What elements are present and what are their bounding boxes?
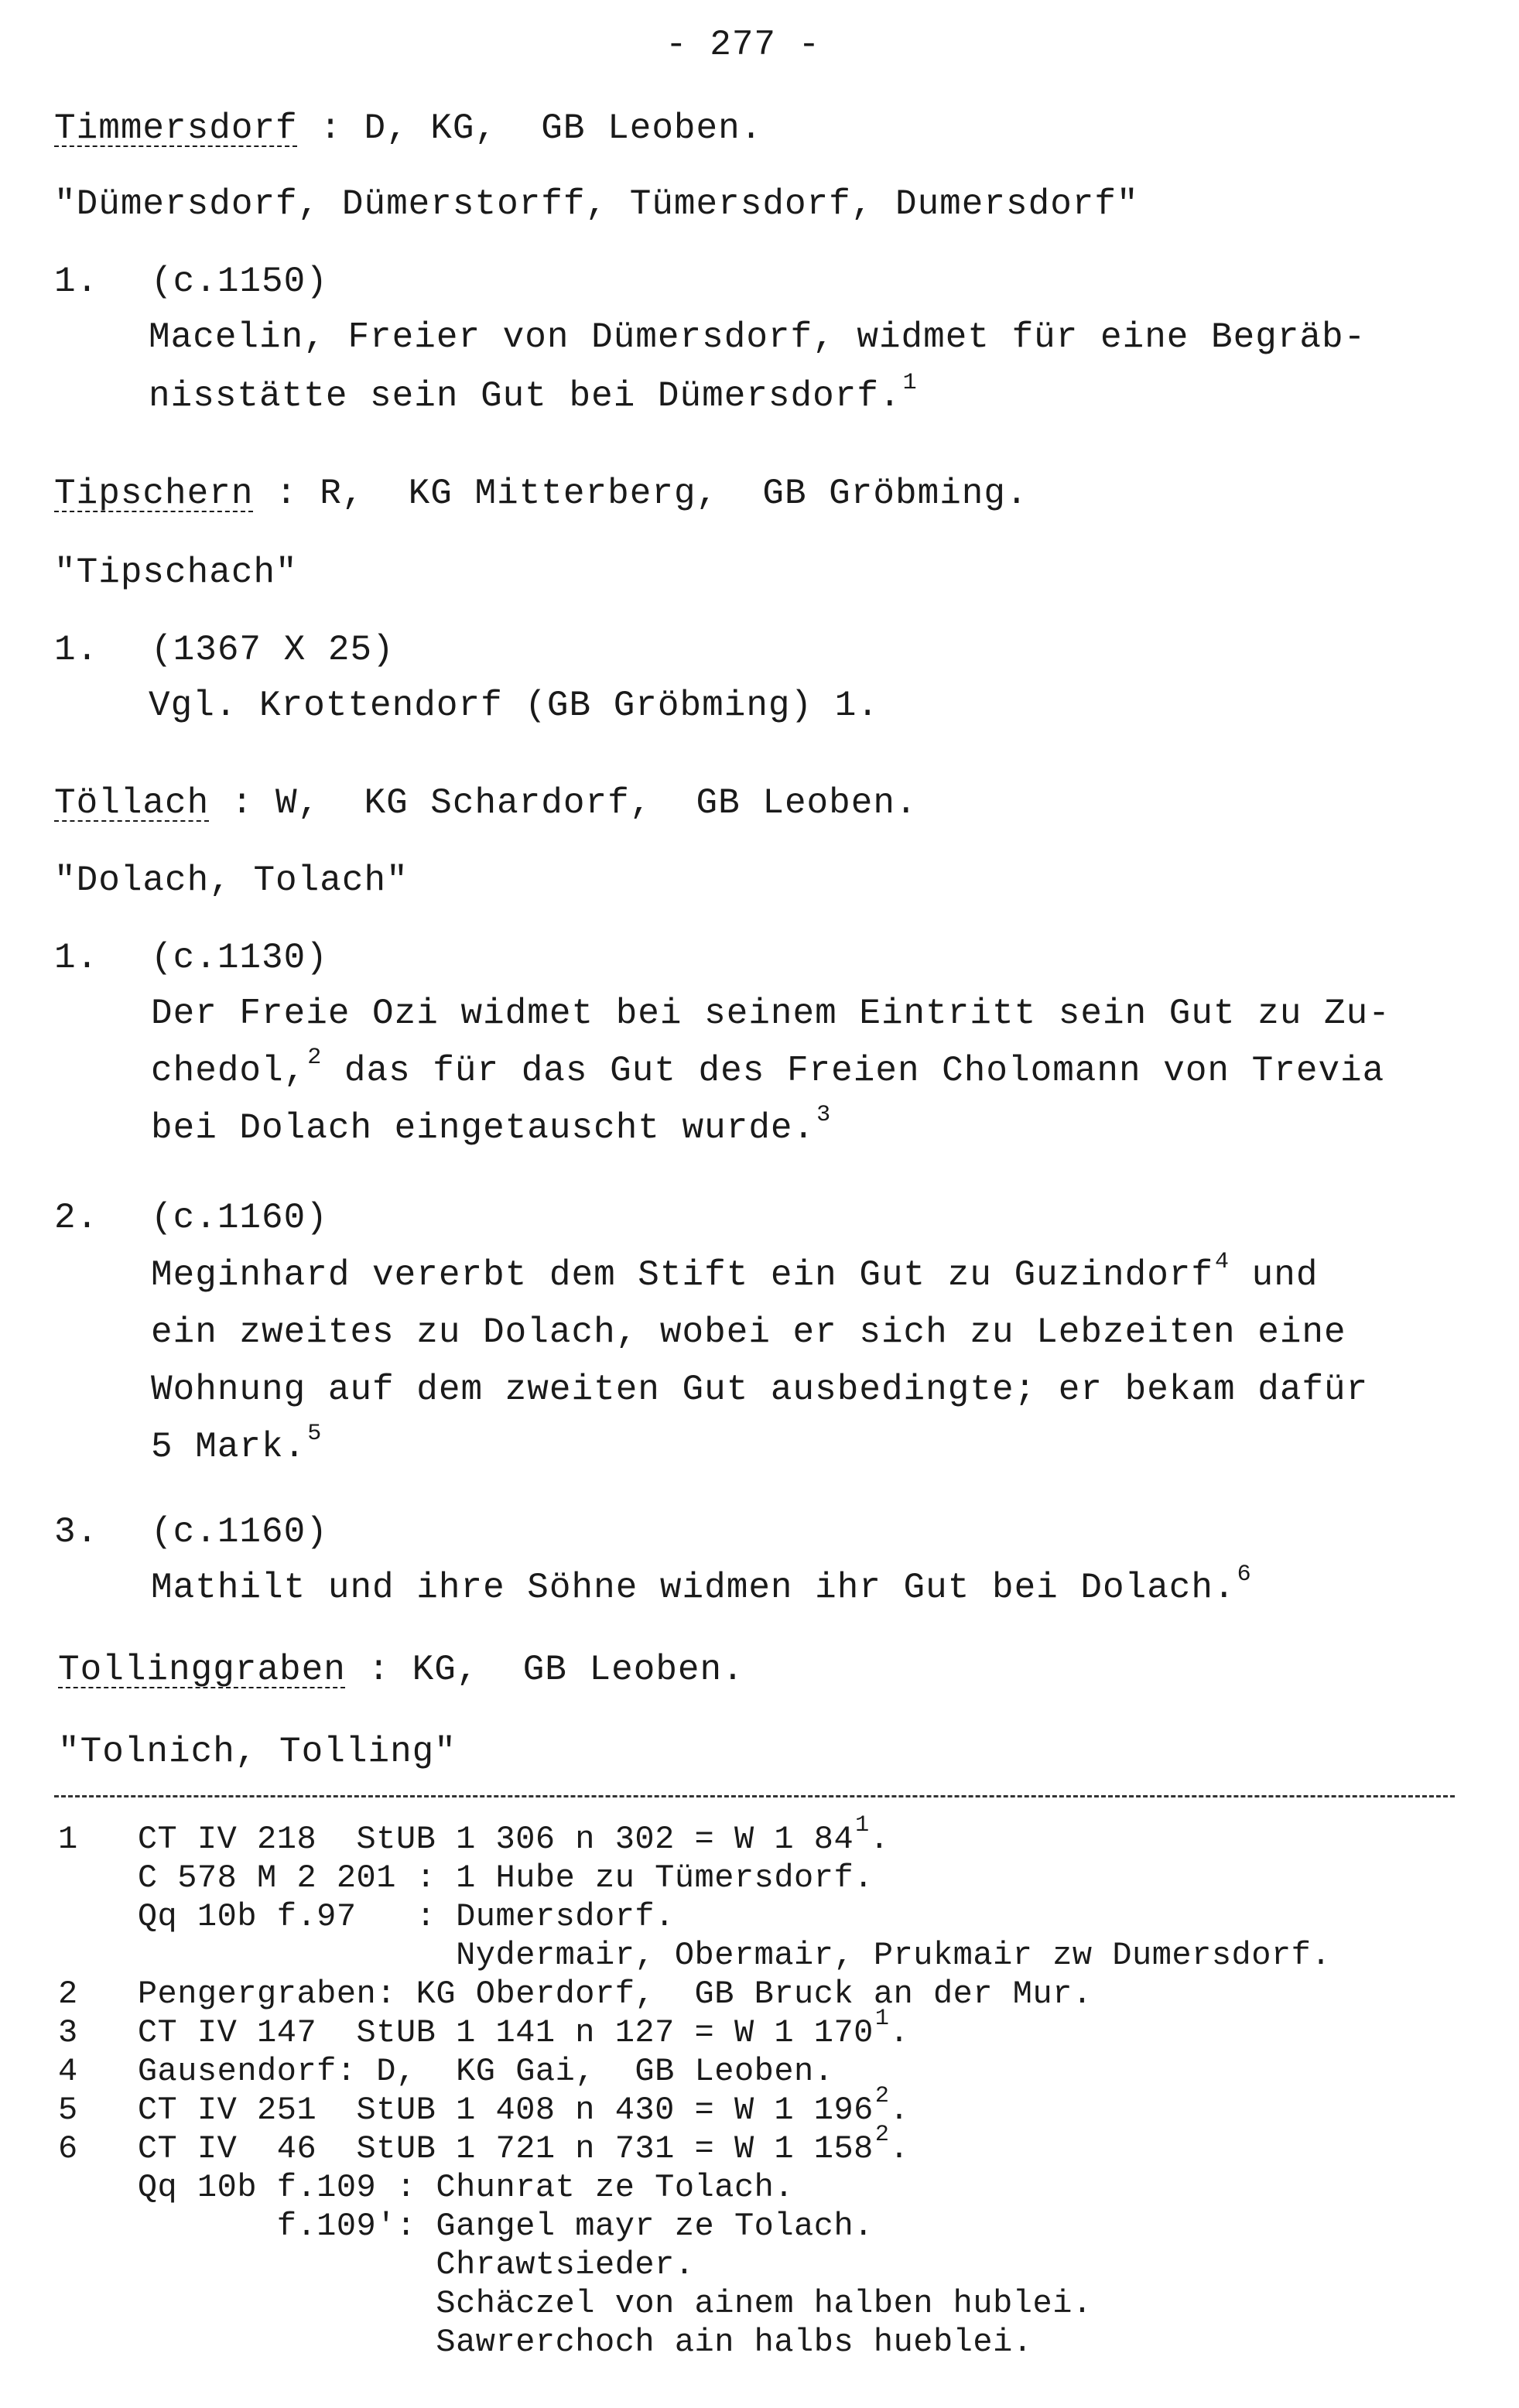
footnote-line: 6 CT IV 46 StUB 1 721 n 731 = W 1 $158^2$. bbox=[58, 2122, 910, 2167]
entry-name: Töllach bbox=[54, 783, 210, 823]
entry-heading bbox=[54, 782, 918, 825]
footnote-line: 1 CT IV 218 StUB 1 306 n 302 = W 1 $84^1$. bbox=[58, 1812, 890, 1858]
footnote-line: 5 CT IV 251 StUB 1 408 n 430 = W 1 $196^2$. bbox=[58, 2083, 910, 2129]
entry-info: : KG, GB Leoben. bbox=[345, 1650, 744, 1690]
item-text-line: Meginhard vererbt dem Stift ein Gut zu Guzindorf$^4$ und bbox=[151, 1249, 1319, 1295]
item-text-line: chedol,$^2$ das für das Gut des Freien Cholomann von Trevia bbox=[151, 1045, 1385, 1091]
footnote-ref: 5 bbox=[307, 1421, 323, 1447]
item-number: 3. bbox=[54, 1512, 99, 1552]
item-text-line: Macelin, Freier von Dümersdorf, widmet für eine Begräb- bbox=[149, 317, 1367, 357]
footnote-ref: 6 bbox=[1237, 1561, 1252, 1588]
entry-variants: "Tipschach" bbox=[54, 552, 298, 593]
footnote-ref: 1 bbox=[902, 370, 918, 396]
entry-variants: "Dolach, Tolach" bbox=[54, 860, 409, 901]
item-text-line: nisstätte sein Gut bei Dümersdorf.$^1$ bbox=[149, 370, 918, 416]
item-text-line: Mathilt und ihre Söhne widmen ihr Gut bei Dolach.$^6$ bbox=[151, 1561, 1252, 1608]
footnote-line: 4 Gausendorf: D, KG Gai, GB Leoben. bbox=[58, 2053, 834, 2090]
footnote-ref: 3 bbox=[816, 1102, 832, 1128]
footnote-separator bbox=[54, 1795, 1455, 1797]
item-number: 1. bbox=[54, 938, 99, 978]
entry-info: : W, KG Schardorf, GB Leoben. bbox=[209, 783, 918, 823]
entry-variants: "Dümersdorf, Dümerstorff, Tümersdorf, Dumersdorf" bbox=[54, 184, 1139, 224]
footnote-ref: 2 bbox=[307, 1045, 323, 1071]
footnote-line: Chrawtsieder. bbox=[58, 2246, 695, 2283]
footnote-line: 2 Pengergraben: KG Oberdorf, GB Bruck an der Mur. bbox=[58, 1975, 1093, 2013]
footnote-line: Qq 10b f.109 : Chunrat ze Tolach. bbox=[58, 2169, 795, 2206]
entry-name: Timmersdorf bbox=[54, 108, 298, 149]
footnote-line: Nydermair, Obermair, Prukmair zw Dumersdorf. bbox=[58, 1937, 1332, 1974]
entry-heading bbox=[54, 107, 762, 150]
footnote-line: C 578 M 2 201 : 1 Hube zu Tümersdorf. bbox=[58, 1859, 874, 1897]
entry-info: : D, KG, GB Leoben. bbox=[297, 108, 763, 149]
item-number: 1. bbox=[54, 262, 99, 302]
footnote-line: f.109': Gangel mayr ze Tolach. bbox=[58, 2208, 874, 2245]
item-number: 2. bbox=[54, 1198, 99, 1238]
item-date: (c.1130) bbox=[151, 938, 328, 978]
footnote-line: 3 CT IV 147 StUB 1 141 n 127 = W 1 $170^1$. bbox=[58, 2006, 910, 2051]
item-date: (c.1150) bbox=[151, 262, 328, 302]
item-text-line: ein zweites zu Dolach, wobei er sich zu Lebzeiten eine bbox=[151, 1312, 1346, 1353]
entry-variants: "Tolnich, Tolling" bbox=[58, 1732, 457, 1772]
entry-name: Tollinggraben bbox=[58, 1650, 346, 1690]
footnote-line: Schäczel von ainem halben hublei. bbox=[58, 2285, 1093, 2322]
entry-info: : R, KG Mitterberg, GB Gröbming. bbox=[253, 474, 1028, 514]
item-date: (c.1160) bbox=[151, 1198, 328, 1238]
item-text-line: bei Dolach eingetauscht wurde.$^3$ bbox=[151, 1102, 832, 1148]
entry-name: Tipschern bbox=[54, 474, 254, 514]
item-number: 1. bbox=[54, 630, 99, 670]
footnote-line: Sawrerchoch ain halbs hueblei. bbox=[58, 2324, 1033, 2361]
page-number: - 277 - bbox=[665, 25, 821, 65]
item-text-line: Wohnung auf dem zweiten Gut ausbedingte; er bekam dafür bbox=[151, 1370, 1369, 1410]
item-date: (1367 X 25) bbox=[151, 630, 395, 670]
footnote-line: Qq 10b f.97 : Dumersdorf. bbox=[58, 1898, 675, 1935]
item-text-line: Vgl. Krottendorf (GB Gröbming) 1. bbox=[149, 686, 879, 726]
entry-heading bbox=[54, 472, 1028, 515]
item-text-line: Der Freie Ozi widmet bei seinem Eintritt sein Gut zu Zu- bbox=[151, 994, 1391, 1034]
entry-heading bbox=[58, 1648, 744, 1691]
item-text-line: 5 Mark.$^5$ bbox=[151, 1421, 323, 1467]
footnote-ref: 4 bbox=[1215, 1249, 1230, 1275]
item-date: (c.1160) bbox=[151, 1512, 328, 1552]
